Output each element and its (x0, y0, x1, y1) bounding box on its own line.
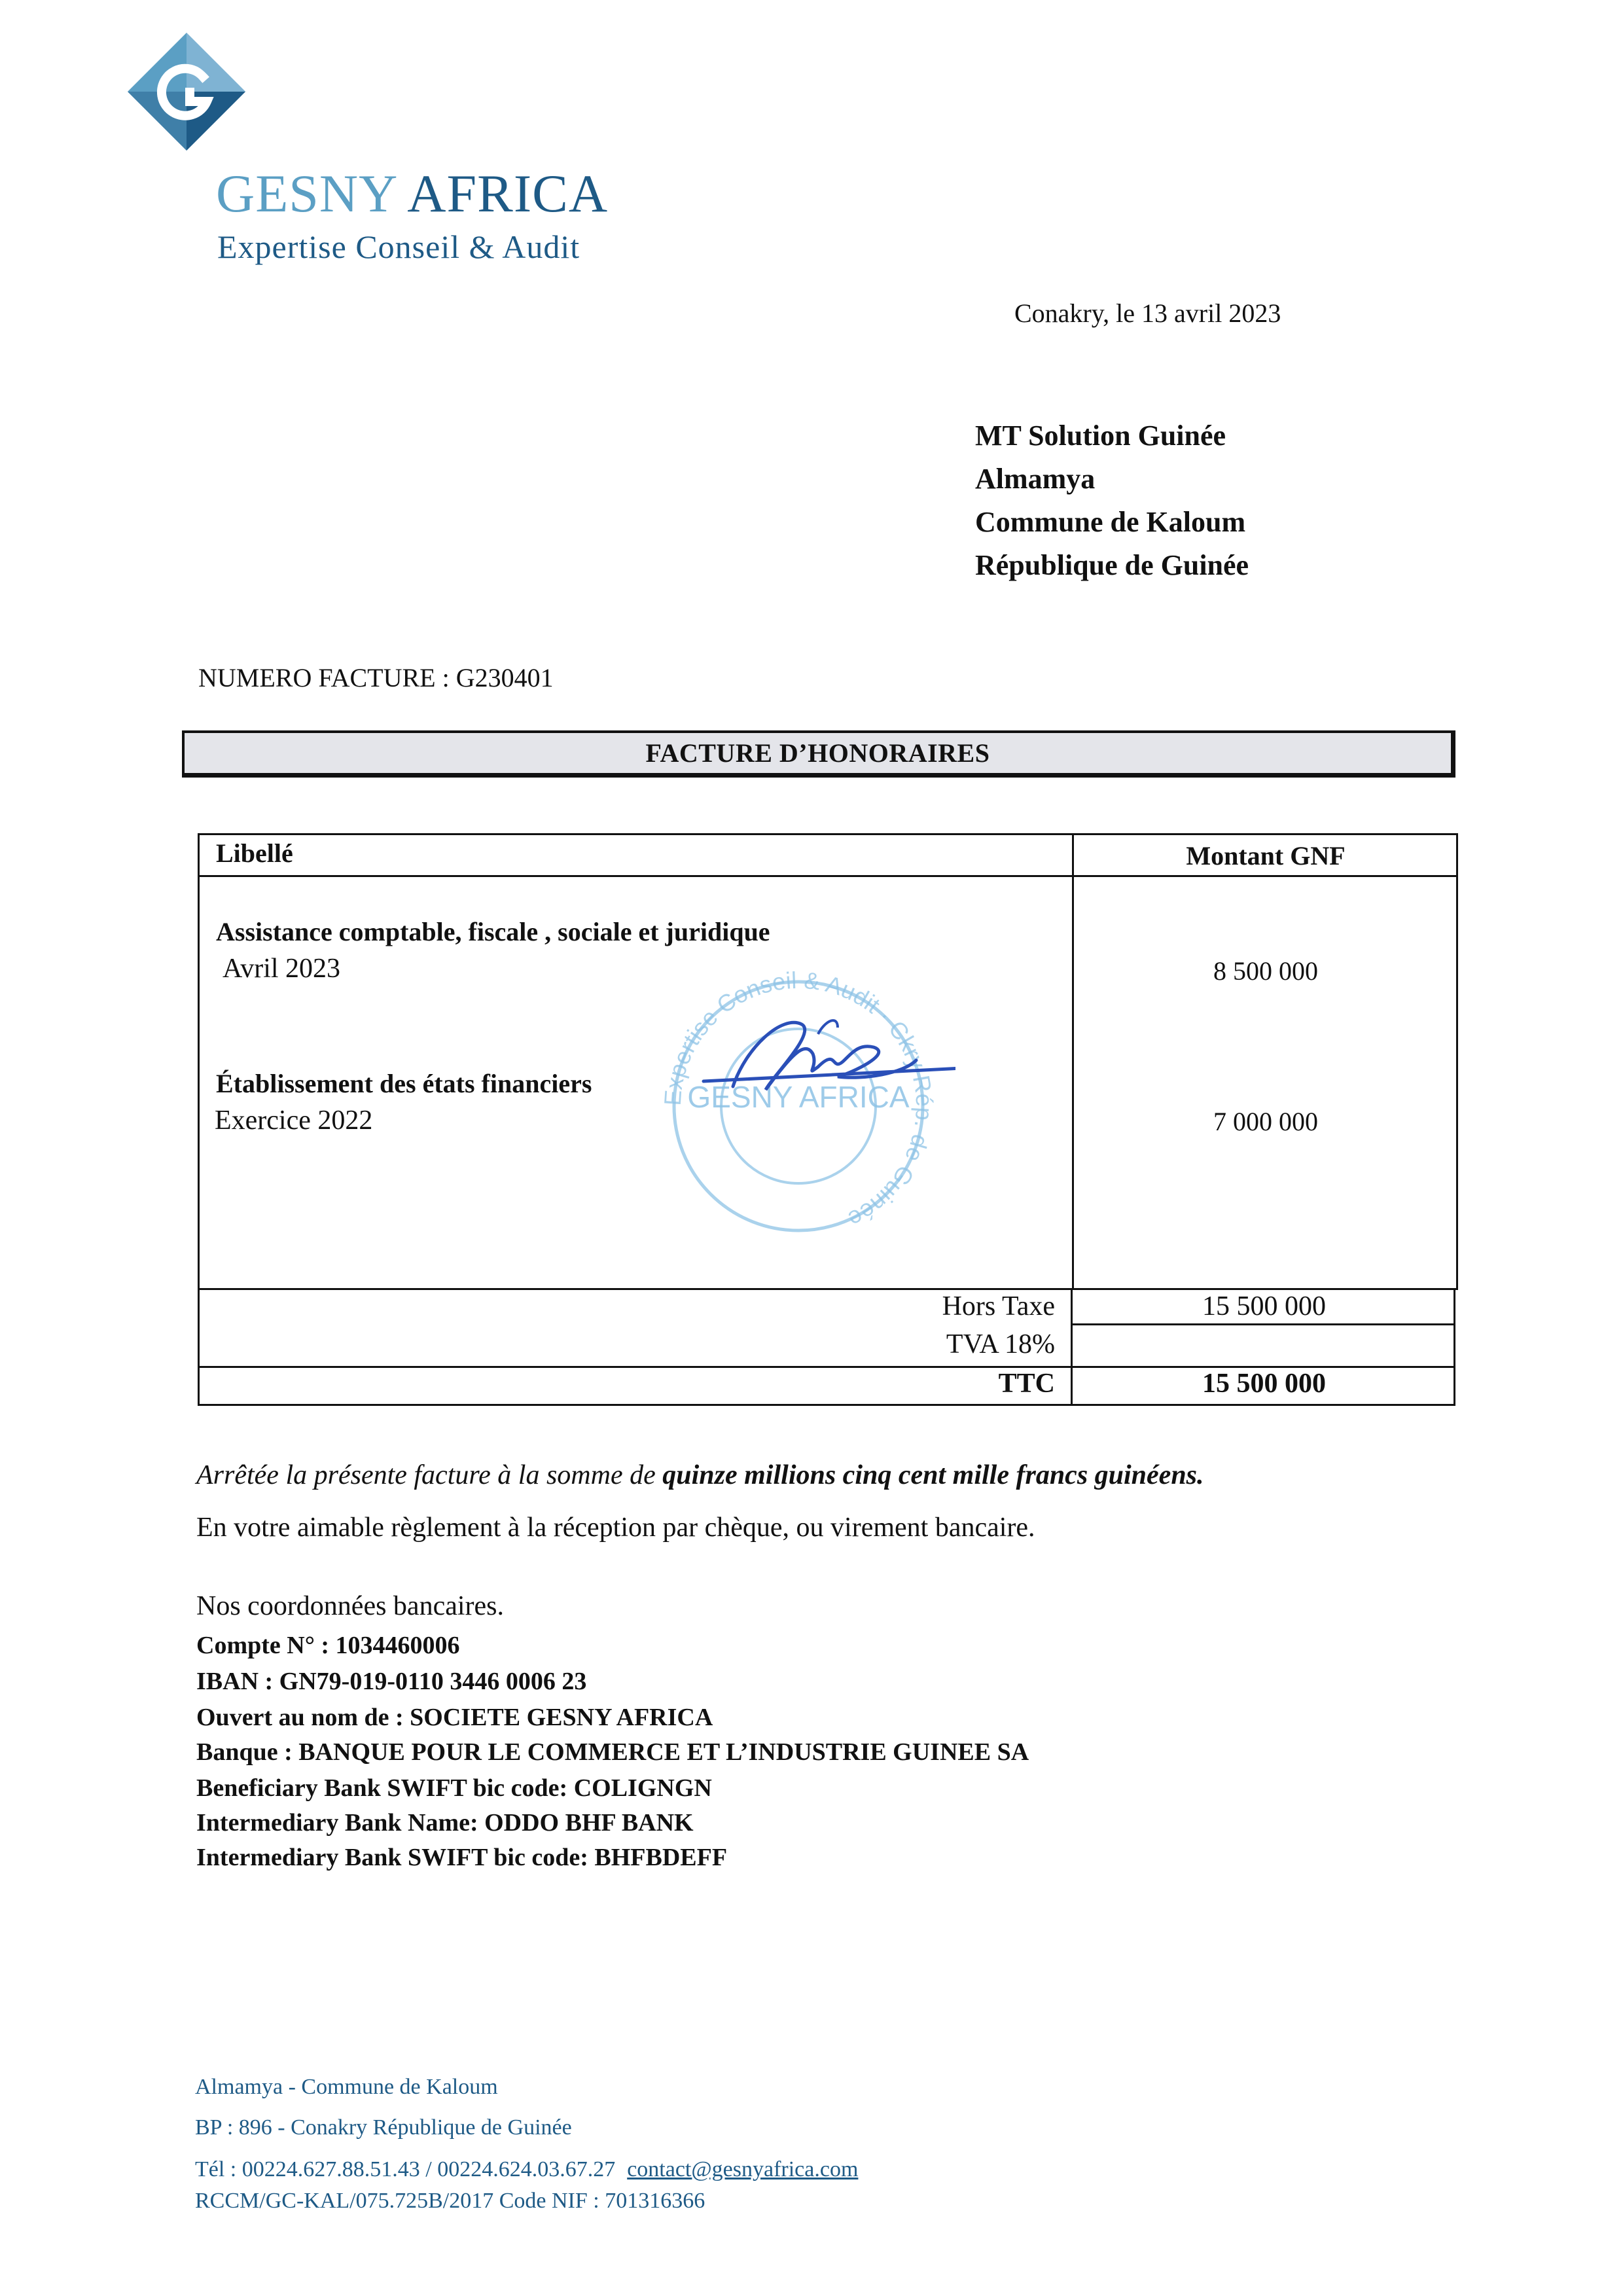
total-label: TTC (998, 1369, 1055, 1399)
bank-details-heading: Nos coordonnées bancaires. (196, 1591, 504, 1621)
total-value: 15 500 000 (1202, 1369, 1326, 1399)
line-item-period: Avril 2023 (223, 954, 341, 984)
bank-name: Banque : BANQUE POUR LE COMMERCE ET L’INDUSTRIE GUINEE SA (196, 1738, 1029, 1766)
amount-in-words (196, 1460, 1204, 1491)
bank-iban: IBAN : GN79-019-0110 3446 0006 23 (196, 1668, 587, 1695)
company-name (216, 164, 609, 223)
intermediary-bank-swift: Intermediary Bank SWIFT bic code: BHFBDEFF (196, 1844, 728, 1871)
company-tagline: Expertise Conseil & Audit (217, 228, 580, 265)
table-header-rule (198, 875, 1458, 877)
column-header-amount: Montant GNF (1186, 841, 1346, 870)
bank-swift: Beneficiary Bank SWIFT bic code: COLIGNGN (196, 1774, 712, 1802)
subtotal-value: 15 500 000 (1202, 1291, 1326, 1321)
tax-label: TVA 18% (946, 1329, 1055, 1359)
invoice-date: Conakry, le 13 avril 2023 (1014, 298, 1281, 328)
company-stamp-signature (641, 962, 955, 1250)
subtotal-label: Hors Taxe (942, 1291, 1055, 1321)
column-header-label: Libellé (216, 838, 293, 868)
bank-account-number: Compte N° : 1034460006 (196, 1632, 460, 1659)
line-item-amount: 7 000 000 (1213, 1107, 1318, 1136)
line-item-title: Assistance comptable, fiscale , sociale et juridique (216, 917, 770, 946)
diamond-g-logo-icon (124, 29, 249, 154)
bank-account-holder: Ouvert au nom de : SOCIETE GESNY AFRICA (196, 1704, 713, 1731)
recipient-country: République de Guinée (975, 549, 1249, 581)
intermediary-bank-name: Intermediary Bank Name: ODDO BHF BANK (196, 1809, 694, 1837)
company-name-part1: GESNY (216, 164, 397, 223)
table-column-divider (1072, 833, 1074, 1290)
stamp-center-text: GESNY AFRICA (687, 1080, 910, 1114)
footer-address: Almamya - Commune de Kaloum (195, 2075, 498, 2099)
payment-terms: En votre aimable règlement à la réception par chèque, ou virement bancaire. (196, 1513, 1035, 1543)
totals-row-rule (1071, 1323, 1455, 1325)
footer-registration: RCCM/GC-KAL/075.725B/2017 Code NIF : 701316366 (195, 2189, 705, 2213)
footer-email-link[interactable]: contact@gesnyafrica.com (627, 2157, 859, 2181)
footer-postal-box: BP : 896 - Conakry République de Guinée (195, 2115, 572, 2140)
stamp-ring-text: Expertise Conseil & Audit · Ckry Rép. de Guinée (658, 966, 938, 1234)
line-item-title: Établissement des états financiers (216, 1069, 592, 1098)
line-item-period: Exercice 2022 (215, 1105, 373, 1136)
amount-in-words-value: quinze millions cinq cent mille francs guinéens. (662, 1460, 1204, 1490)
recipient-address-line: Commune de Kaloum (975, 506, 1246, 538)
line-item-amount: 8 500 000 (1213, 956, 1318, 986)
recipient-address-line: Almamya (975, 463, 1096, 495)
amount-in-words-prefix: Arrêtée la présente facture à la somme de (196, 1460, 663, 1490)
footer-contact (195, 2157, 858, 2182)
invoice-number: NUMERO FACTURE : G230401 (198, 663, 554, 692)
invoice-title: FACTURE D’HONORAIRES (645, 738, 990, 768)
invoice-title-bar (182, 730, 1455, 778)
company-name-part2: AFRICA (407, 164, 609, 223)
recipient-name: MT Solution Guinée (975, 420, 1226, 452)
footer-phone: Tél : 00224.627.88.51.43 / 00224.624.03.67.27 (195, 2157, 616, 2181)
